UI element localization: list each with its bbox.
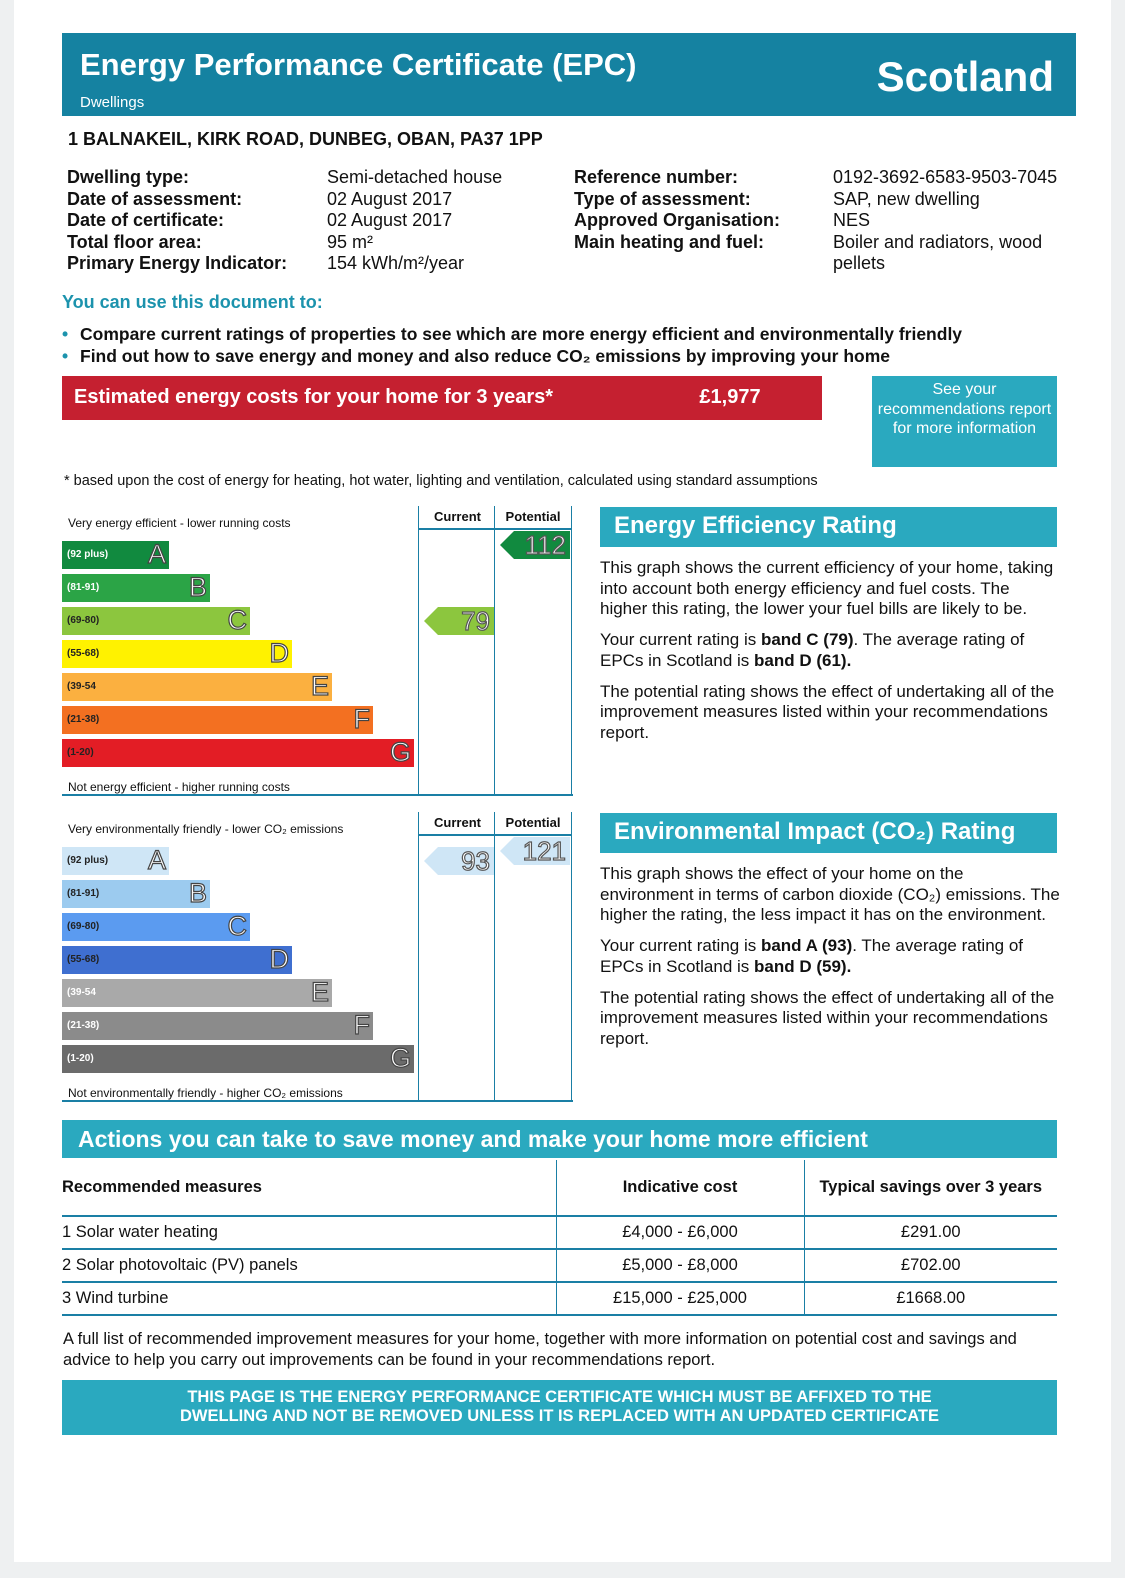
full-list-note: A full list of recommended improvement measures for your home, together with more information on potential cost and savings and advice to help you carry out improvements can be found in your recommendations report. [63,1330,1017,1369]
band-range: (1-20) [67,1053,94,1064]
see-recommendations-box: See your recommendations report for more information [872,376,1057,467]
energy-efficiency-graph [62,506,573,796]
average-band-text: band D (59). [754,956,852,976]
detail-label: Total floor area: [67,231,202,252]
table-header-row [62,1160,1057,1216]
graph-top-label: Very energy efficient - lower running costs [68,516,291,530]
savings-cell: £291.00 [804,1216,1057,1249]
actions-heading: Actions you can take to save money and make your home more efficient [62,1120,1057,1158]
environmental-impact-text [600,864,1060,1060]
graph-bottom-label: Not environmentally friendly - higher CO₂ emissions [68,1086,343,1100]
detail-value: pellets [833,253,886,273]
use-heading: You can use this document to: [62,292,323,312]
detail-value: 154 kWh/m²/year [327,253,465,273]
recommended-measures-table [62,1160,1057,1316]
column-header: Typical savings over 3 years [804,1160,1057,1216]
band-range: (69-80) [67,921,100,932]
table-row [62,1282,1057,1315]
co2-band-b [62,880,210,908]
energy-current-rating-arrow [424,607,494,635]
band-letter: C [227,605,247,635]
certificate-title: Energy Performance Certificate (EPC) [80,47,637,82]
text-run: . The average rating of EPCs in Scotland is [600,630,1025,670]
band-letter: B [188,878,207,908]
band-range: (39-54 [67,681,96,692]
savings-cell: £702.00 [804,1249,1057,1282]
band-range: (81-91) [67,582,100,593]
table-row [62,1249,1057,1282]
energy-efficiency-heading: Energy Efficiency Rating [600,507,1057,547]
panel-paragraph: This graph shows the effect of your home on the environment in terms of carbon dioxide (CO₂) emissions. The higher the rating, the less impact it has on the environment. [600,864,1060,924]
bullet-text: Find out how to save energy and money and also reduce CO₂ emissions by improving your home [80,345,891,366]
energy-band-a [62,541,169,569]
detail-label: Reference number: [574,167,739,187]
co2-potential-rating-arrow [500,837,570,865]
bullet-item [62,346,962,368]
details-left [67,167,502,275]
energy-band-e [62,673,332,701]
detail-row [574,189,1057,211]
energy-costs-label: Estimated energy costs for your home for 3 years* [74,386,554,408]
column-header: Recommended measures [62,1160,556,1216]
environmental-impact-graph [62,812,573,1102]
band-letter: B [188,572,207,602]
detail-label: Date of certificate: [67,210,225,230]
band-range: (21-38) [67,714,100,725]
detail-label: Main heating and fuel: [574,231,765,252]
graph-baseline [62,794,573,796]
certificate-header [62,33,1076,116]
co2-band-c [62,913,250,941]
detail-value: 95 m² [327,231,374,252]
potential-column-header: Potential [505,815,561,830]
detail-value: Boiler and radiators, wood [833,231,1043,252]
cost-cell: £4,000 - £6,000 [556,1216,804,1249]
co2-band-d [62,946,292,974]
energy-efficiency-text [600,558,1060,754]
measure-cell: 3 Wind turbine [62,1282,556,1315]
energy-potential-rating-arrow-value: 112 [524,530,566,560]
detail-row [574,232,1057,254]
certificate-page [14,0,1111,1562]
energy-band-f [62,706,373,734]
costs-footnote: * based upon the cost of energy for heating, hot water, lighting and ventilation, calculated using standard assumptions [64,473,818,489]
affix-notice-line: THIS PAGE IS THE ENERGY PERFORMANCE CERTIFICATE WHICH MUST BE AFFIXED TO THE [187,1388,932,1406]
band-letter: A [147,539,166,569]
co2-potential-rating-arrow-value: 121 [522,836,566,866]
co2-current-rating-arrow [424,847,494,875]
detail-row [574,253,1057,275]
energy-costs-label-box [62,376,682,420]
use-bullets [62,324,962,367]
band-letter: E [310,977,329,1007]
detail-value: NES [833,210,871,230]
energy-band-d [62,640,292,668]
panel-paragraph: The potential rating shows the effect of undertaking all of the improvement measures listed within your recommendations report. [600,987,1055,1048]
current-column-header: Current [434,815,481,830]
detail-label: Type of assessment: [574,188,751,209]
detail-label: Approved Organisation: [574,210,781,230]
co2-band-a [62,847,169,875]
affix-notice-line: DWELLING AND NOT BE REMOVED UNLESS IT IS REPLACED WITH AN UPDATED CERTIFICATE [180,1407,939,1425]
co2-band-g [62,1045,414,1073]
detail-label: Primary Energy Indicator: [67,253,288,273]
band-letter: A [147,845,166,875]
detail-value: SAP, new dwelling [833,188,980,209]
band-range: (92 plus) [67,549,109,560]
energy-band-c [62,607,250,635]
band-range: (55-68) [67,648,100,659]
detail-label: Date of assessment: [67,188,243,209]
band-range: (39-54 [67,987,96,998]
detail-value: 02 August 2017 [327,188,453,209]
energy-costs-value-box [638,376,822,420]
energy-current-rating-arrow-value: 79 [461,606,490,636]
current-band-text: band A (93) [760,936,853,955]
detail-label: Dwelling type: [67,167,190,187]
band-range: (81-91) [67,888,100,899]
band-letter: C [227,911,247,941]
band-letter: D [269,638,289,668]
detail-row [67,253,502,275]
band-letter: E [310,671,329,701]
text-run: . The average rating of EPCs in Scotland is [600,936,1024,976]
panel-paragraph: The potential rating shows the effect of undertaking all of the improvement measures listed within your recommendations report. [600,681,1055,742]
band-letter: G [389,1043,411,1073]
band-range: (92 plus) [67,855,109,866]
environmental-impact-heading: Environmental Impact (CO₂) Rating [600,813,1057,853]
detail-row [574,210,1057,232]
detail-row [574,167,1057,189]
bullet-text: Compare current ratings of properties to see which are more energy efficient and environmentally friendly [80,324,963,344]
panel-paragraph: This graph shows the current efficiency of your home, taking into account both energy efficiency and fuel costs. The higher this rating, the lower your fuel bills are likely to be. [600,558,1054,618]
savings-cell: £1668.00 [804,1282,1057,1315]
detail-row [67,210,502,232]
bullet-dot-icon: • [62,324,69,344]
detail-value: 0192-3692-6583-9503-7045 [833,167,1058,187]
band-letter: F [353,1010,370,1040]
average-band-text: band D (61). [754,650,852,670]
graph-baseline [62,1100,573,1102]
current-column [418,506,496,796]
details-right [574,167,1057,275]
cost-cell: £5,000 - £8,000 [556,1249,804,1282]
co2-band-e [62,979,332,1007]
detail-value: Semi-detached house [327,167,503,187]
graph-bottom-label: Not energy efficient - higher running costs [68,780,290,794]
detail-value: 02 August 2017 [327,210,453,230]
current-band-text: band C (79) [760,630,854,649]
detail-row [67,189,502,211]
bullet-item [62,324,962,346]
certificate-country: Scotland [876,53,1054,100]
current-column-header: Current [434,509,481,524]
band-letter: F [353,704,370,734]
affix-notice [62,1380,1057,1435]
bullet-dot-icon: • [62,345,69,366]
panel-paragraph [600,936,1060,977]
certificate-subtitle: Dwellings [80,94,145,111]
cost-cell: £15,000 - £25,000 [556,1282,804,1315]
detail-label [574,253,833,275]
band-range: (69-80) [67,615,100,626]
panel-paragraph [600,630,1060,671]
co2-band-f [62,1012,373,1040]
table-row [62,1216,1057,1249]
band-range: (55-68) [67,954,100,965]
column-header: Indicative cost [556,1160,804,1216]
band-range: (21-38) [67,1020,100,1031]
band-letter: G [389,737,411,767]
detail-row [67,232,502,254]
text-run: Your current rating is [600,630,761,649]
graph-top-label: Very environmentally friendly - lower CO₂ emissions [68,822,344,836]
energy-costs-value: £1,977 [699,386,761,408]
energy-band-b [62,574,210,602]
measure-cell: 1 Solar water heating [62,1216,556,1249]
potential-column-header: Potential [505,509,561,524]
band-letter: D [269,944,289,974]
energy-potential-rating-arrow [500,531,570,559]
co2-current-rating-arrow-value: 93 [461,846,490,876]
band-range: (1-20) [67,747,94,758]
detail-row [67,167,502,189]
property-address: 1 BALNAKEIL, KIRK ROAD, DUNBEG, OBAN, PA37 1PP [68,129,543,149]
text-run: Your current rating is [600,936,761,955]
energy-band-g [62,739,414,767]
measure-cell: 2 Solar photovoltaic (PV) panels [62,1249,556,1282]
